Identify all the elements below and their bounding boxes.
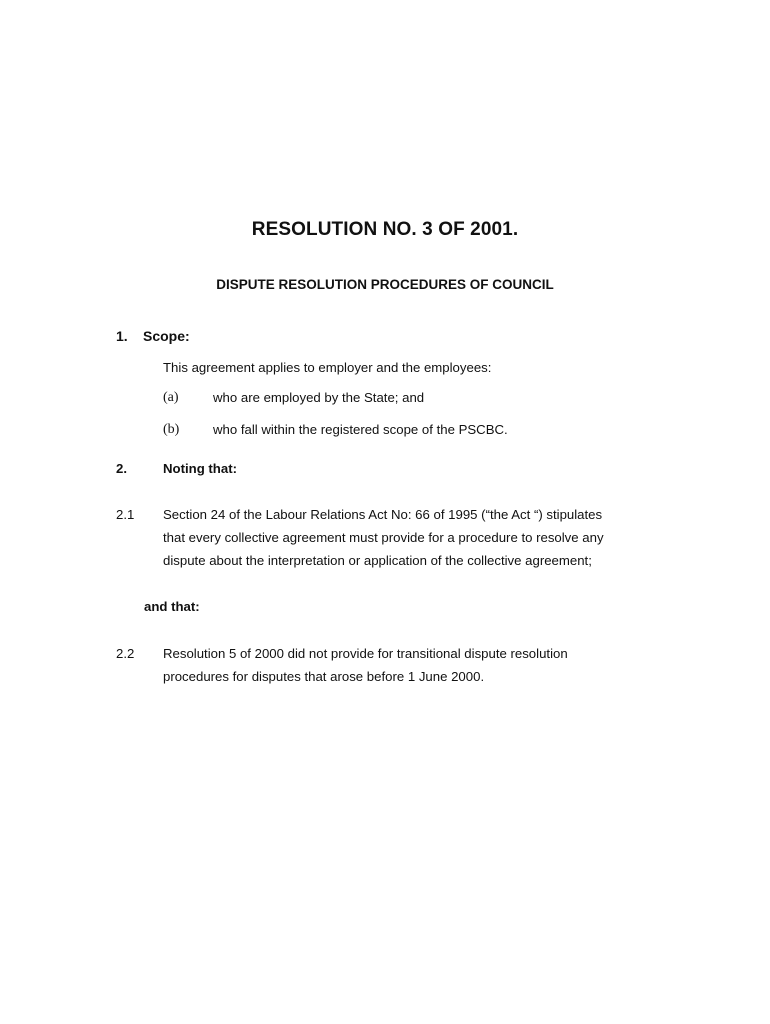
clause-2-1-line: Section 24 of the Labour Relations Act No: 66 of 1995 (“the Act “) stipulates	[163, 507, 603, 522]
item-a-text: who are employed by the State; and	[213, 390, 425, 405]
clause-2-2-line: procedures for disputes that arose before 1 June 2000.	[163, 669, 485, 684]
document-subtitle: DISPUTE RESOLUTION PROCEDURES OF COUNCIL	[216, 277, 554, 292]
item-b-text: who fall within the registered scope of the PSCBC.	[213, 422, 508, 437]
clause-2-1-line: dispute about the interpretation or application of the collective agreement;	[163, 553, 592, 568]
section-2-number: 2.	[116, 461, 127, 476]
clause-2-2-number: 2.2	[116, 646, 135, 661]
clause-2-1-number: 2.1	[116, 507, 135, 522]
section-1-number: 1.	[116, 328, 128, 344]
document-title: RESOLUTION NO. 3 OF 2001.	[251, 219, 519, 240]
section-1-intro: This agreement applies to employer and the employees:	[163, 360, 492, 375]
section-2-heading: Noting that:	[163, 461, 237, 476]
item-b-label: (b)	[163, 422, 180, 437]
section-1-heading: Scope:	[143, 328, 190, 344]
clause-2-1-line: that every collective agreement must provide for a procedure to resolve any	[163, 530, 604, 545]
connector-and-that: and that:	[144, 599, 200, 614]
item-a-label: (a)	[163, 390, 179, 405]
clause-2-2-line: Resolution 5 of 2000 did not provide for transitional dispute resolution	[163, 646, 568, 661]
